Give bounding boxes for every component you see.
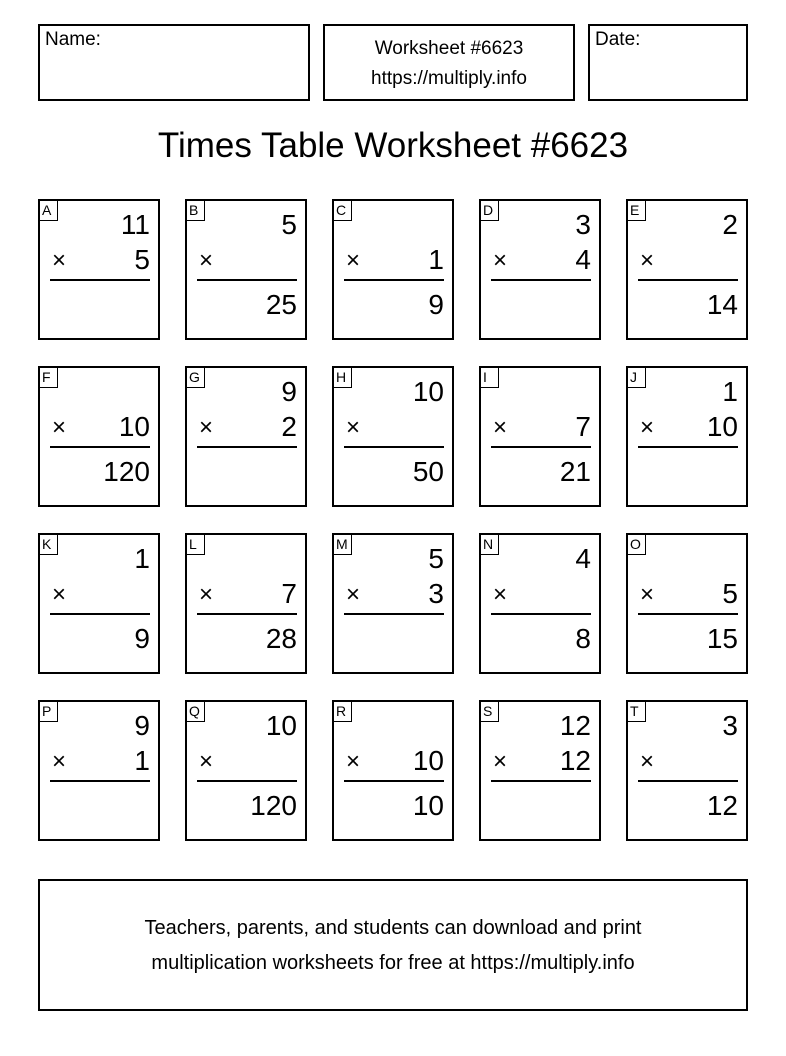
problem-card xyxy=(479,533,601,674)
footer-line-2: multiplication worksheets for free at https://multiply.info xyxy=(151,952,635,974)
product[interactable]: 28 xyxy=(265,623,297,654)
problem-card xyxy=(479,366,601,507)
bottom-factor[interactable]: 7 xyxy=(281,578,297,609)
multiply-sign: × xyxy=(640,581,655,608)
bottom-factor[interactable]: 1 xyxy=(134,745,150,776)
product[interactable]: 120 xyxy=(250,790,297,821)
top-factor[interactable]: 1 xyxy=(722,376,738,407)
multiply-sign: × xyxy=(346,748,361,775)
problem-letter: Q xyxy=(187,702,205,722)
product[interactable]: 120 xyxy=(103,456,150,487)
problem-card xyxy=(38,199,160,340)
problem-letter: G xyxy=(187,368,205,388)
multiply-sign: × xyxy=(52,748,67,775)
problem-card xyxy=(185,533,307,674)
name-box[interactable] xyxy=(38,24,310,101)
top-factor[interactable]: 5 xyxy=(428,543,444,574)
multiply-sign: × xyxy=(52,581,67,608)
page-title: Times Table Worksheet #6623 xyxy=(157,126,629,165)
answer-rule xyxy=(50,780,150,782)
answer-rule xyxy=(491,279,591,281)
multiply-sign: × xyxy=(52,414,67,441)
problem-card xyxy=(38,533,160,674)
multiply-sign: × xyxy=(199,414,214,441)
problem-card xyxy=(38,366,160,507)
answer-rule xyxy=(344,780,444,782)
top-factor[interactable]: 9 xyxy=(281,376,297,407)
worksheet-number: Worksheet #6623 xyxy=(374,38,524,59)
multiply-sign: × xyxy=(493,247,508,274)
problem-letter: D xyxy=(481,201,499,221)
multiply-sign: × xyxy=(493,414,508,441)
multiply-sign: × xyxy=(493,748,508,775)
worksheet-url: https://multiply.info xyxy=(371,68,527,89)
multiply-sign: × xyxy=(493,581,508,608)
answer-rule xyxy=(638,279,738,281)
multiply-sign: × xyxy=(52,247,67,274)
product[interactable]: 9 xyxy=(428,289,444,320)
problem-letter: H xyxy=(334,368,352,388)
product[interactable]: 12 xyxy=(706,790,738,821)
problem-card xyxy=(38,700,160,841)
multiply-sign: × xyxy=(199,247,214,274)
answer-rule xyxy=(491,446,591,448)
bottom-factor[interactable]: 4 xyxy=(575,244,591,275)
problem-letter: L xyxy=(187,535,205,555)
product[interactable]: 25 xyxy=(265,289,297,320)
bottom-factor[interactable]: 5 xyxy=(134,244,150,275)
product[interactable]: 50 xyxy=(412,456,444,487)
product[interactable]: 21 xyxy=(559,456,591,487)
multiply-sign: × xyxy=(199,581,214,608)
answer-rule xyxy=(491,780,591,782)
problem-letter: I xyxy=(481,368,499,388)
product[interactable]: 8 xyxy=(575,623,591,654)
problem-letter: C xyxy=(334,201,352,221)
multiply-sign: × xyxy=(346,247,361,274)
footer-box xyxy=(38,879,748,1011)
answer-rule xyxy=(50,613,150,615)
answer-rule xyxy=(638,446,738,448)
problem-card xyxy=(626,700,748,841)
footer-line-1: Teachers, parents, and students can download and print xyxy=(144,917,642,939)
bottom-factor[interactable]: 10 xyxy=(412,745,444,776)
product[interactable]: 15 xyxy=(706,623,738,654)
problem-letter: M xyxy=(334,535,352,555)
problem-letter: A xyxy=(40,201,58,221)
answer-rule xyxy=(344,613,444,615)
answer-rule xyxy=(50,279,150,281)
answer-rule xyxy=(344,279,444,281)
problem-letter: O xyxy=(628,535,646,555)
answer-rule xyxy=(638,613,738,615)
problem-letter: B xyxy=(187,201,205,221)
date-box[interactable] xyxy=(588,24,748,101)
top-factor[interactable]: 1 xyxy=(134,543,150,574)
answer-rule xyxy=(638,780,738,782)
top-factor[interactable]: 10 xyxy=(412,376,444,407)
product[interactable]: 14 xyxy=(706,289,738,320)
bottom-factor[interactable]: 5 xyxy=(722,578,738,609)
multiply-sign: × xyxy=(640,247,655,274)
bottom-factor[interactable]: 3 xyxy=(428,578,444,609)
top-factor[interactable]: 10 xyxy=(265,710,297,741)
problem-letter: R xyxy=(334,702,352,722)
bottom-factor[interactable]: 10 xyxy=(706,411,738,442)
problem-letter: P xyxy=(40,702,58,722)
problem-letter: N xyxy=(481,535,499,555)
problem-card xyxy=(479,700,601,841)
top-factor[interactable]: 11 xyxy=(120,209,150,240)
problem-card xyxy=(332,533,454,674)
top-factor[interactable]: 9 xyxy=(134,710,150,741)
problem-letter: E xyxy=(628,201,646,221)
bottom-factor[interactable]: 12 xyxy=(559,745,591,776)
problem-letter: K xyxy=(40,535,58,555)
product[interactable]: 10 xyxy=(412,790,444,821)
multiply-sign: × xyxy=(346,581,361,608)
problem-letter: J xyxy=(628,368,646,388)
problem-card xyxy=(332,366,454,507)
problem-card xyxy=(185,700,307,841)
problem-card xyxy=(332,700,454,841)
bottom-factor[interactable]: 1 xyxy=(428,244,444,275)
multiply-sign: × xyxy=(640,414,655,441)
problem-card xyxy=(185,199,307,340)
answer-rule xyxy=(491,613,591,615)
problem-letter: F xyxy=(40,368,58,388)
answer-rule xyxy=(197,613,297,615)
answer-rule xyxy=(197,780,297,782)
answer-rule xyxy=(197,446,297,448)
problem-card xyxy=(185,366,307,507)
bottom-factor[interactable]: 2 xyxy=(281,411,297,442)
answer-rule xyxy=(197,279,297,281)
problem-card xyxy=(626,199,748,340)
multiply-sign: × xyxy=(346,414,361,441)
problem-card xyxy=(479,199,601,340)
top-factor[interactable]: 3 xyxy=(575,209,591,240)
problem-card xyxy=(626,533,748,674)
name-label: Name: xyxy=(45,29,101,50)
problem-card xyxy=(332,199,454,340)
answer-rule xyxy=(344,446,444,448)
bottom-factor[interactable]: 7 xyxy=(575,411,591,442)
top-factor[interactable]: 5 xyxy=(281,209,297,240)
multiply-sign: × xyxy=(640,748,655,775)
date-label: Date: xyxy=(595,29,641,50)
problem-letter: T xyxy=(628,702,646,722)
product[interactable]: 9 xyxy=(134,623,150,654)
top-factor[interactable]: 3 xyxy=(722,710,738,741)
problem-card xyxy=(626,366,748,507)
top-factor[interactable]: 12 xyxy=(559,710,591,741)
top-factor[interactable]: 4 xyxy=(575,543,591,574)
answer-rule xyxy=(50,446,150,448)
top-factor[interactable]: 2 xyxy=(722,209,738,240)
bottom-factor[interactable]: 10 xyxy=(118,411,150,442)
multiply-sign: × xyxy=(199,748,214,775)
problem-letter: S xyxy=(481,702,499,722)
worksheet-info-box xyxy=(323,24,575,101)
